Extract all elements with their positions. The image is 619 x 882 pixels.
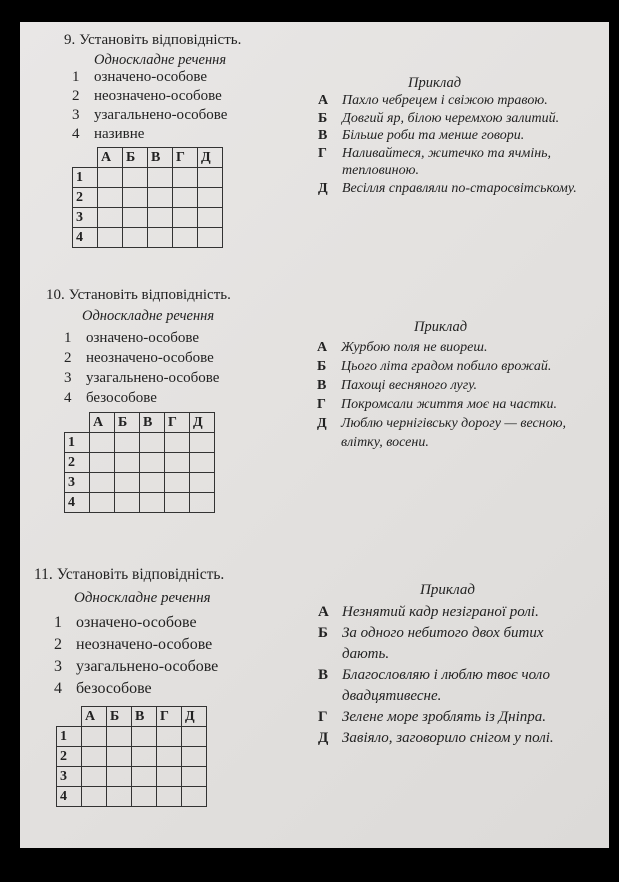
example-item: Г Покромсали життя моє на частки.: [317, 397, 557, 412]
answer-cell[interactable]: [148, 188, 173, 208]
answer-cell[interactable]: [173, 168, 198, 188]
answer-cell[interactable]: [107, 787, 132, 807]
type-item: 4 безособове: [54, 680, 152, 697]
answer-grid: [72, 147, 223, 248]
answer-cell[interactable]: [165, 493, 190, 513]
grid-col-header: Б: [115, 413, 140, 433]
answer-cell[interactable]: [157, 727, 182, 747]
grid-row-header: 3: [57, 767, 82, 787]
examples-list: [318, 92, 598, 197]
answer-cell[interactable]: [132, 727, 157, 747]
example-item: Г Зелене море зроблять із Дніпра.: [318, 709, 547, 725]
grid-col-header: Д: [190, 413, 215, 433]
type-item: 4 безособове: [64, 390, 157, 406]
answer-cell[interactable]: [98, 168, 123, 188]
answer-cell[interactable]: [198, 168, 223, 188]
type-item: 4 називне: [72, 126, 145, 142]
answer-cell[interactable]: [140, 453, 165, 473]
grid-row-header: 4: [73, 228, 98, 248]
answer-cell[interactable]: [98, 188, 123, 208]
type-item: 1 означено-особове: [54, 614, 197, 631]
answer-grid: [64, 412, 215, 513]
type-item: 2 неозначено-особове: [54, 636, 213, 653]
example-item: Д Весілля справляли по-старосвітському.: [318, 180, 577, 196]
answer-cell[interactable]: [123, 228, 148, 248]
example-item: Д Люблю чернігівську дорогу — весною, влітку, восени.: [317, 416, 566, 450]
type-item: 2 неозначено-особове: [64, 350, 214, 366]
answer-cell[interactable]: [98, 208, 123, 228]
answer-cell[interactable]: [190, 453, 215, 473]
answer-cell[interactable]: [157, 767, 182, 787]
grid-col-header: А: [82, 707, 107, 727]
examples-list: [318, 602, 590, 749]
answer-cell[interactable]: [182, 727, 207, 747]
grid-row-header: 2: [73, 188, 98, 208]
answer-cell[interactable]: [148, 228, 173, 248]
answer-cell[interactable]: [148, 168, 173, 188]
answer-cell[interactable]: [182, 767, 207, 787]
task-title: 9. Установіть відповідність.: [64, 32, 242, 48]
task-title: 10. Установіть відповідність.: [46, 287, 231, 303]
answer-cell[interactable]: [165, 433, 190, 453]
type-item: 1 означено-особове: [72, 69, 208, 85]
answer-cell[interactable]: [190, 433, 215, 453]
type-item: 3 узагальнено-особове: [72, 107, 228, 123]
grid-row-header: 4: [65, 493, 90, 513]
answer-cell[interactable]: [173, 228, 198, 248]
answer-cell[interactable]: [107, 747, 132, 767]
example-item: В Більше роби та менше говори.: [318, 128, 525, 143]
grid-row-header: 2: [57, 747, 82, 767]
grid-col-header: Г: [157, 707, 182, 727]
example-item: А Пахло чебрецем і свіжою травою.: [318, 93, 548, 108]
examples-list: [317, 338, 579, 452]
answer-cell[interactable]: [148, 208, 173, 228]
answer-cell[interactable]: [140, 473, 165, 493]
grid-col-header: В: [148, 148, 173, 168]
answer-cell[interactable]: [173, 188, 198, 208]
answer-cell[interactable]: [82, 747, 107, 767]
answer-cell[interactable]: [82, 727, 107, 747]
answer-cell[interactable]: [132, 747, 157, 767]
answer-cell[interactable]: [123, 208, 148, 228]
example-heading: Приклад: [414, 319, 468, 335]
grid-row-header: 1: [73, 168, 98, 188]
example-heading: Приклад: [420, 582, 475, 598]
example-item: Б За одного небитого двох битих дають.: [318, 625, 544, 662]
answer-grid: [56, 706, 207, 807]
answer-cell[interactable]: [123, 168, 148, 188]
answer-cell[interactable]: [115, 473, 140, 493]
grid-col-header: А: [98, 148, 123, 168]
answer-cell[interactable]: [115, 433, 140, 453]
example-item: А Незнятий кадр незіграної ролі.: [318, 604, 539, 620]
example-item: Д Завіяло, заговорило снігом у полі.: [318, 730, 554, 746]
answer-cell[interactable]: [140, 493, 165, 513]
answer-cell[interactable]: [90, 453, 115, 473]
grid-row-header: 2: [65, 453, 90, 473]
answer-cell[interactable]: [173, 208, 198, 228]
answer-cell[interactable]: [98, 228, 123, 248]
answer-cell[interactable]: [115, 453, 140, 473]
grid-col-header: Д: [182, 707, 207, 727]
answer-cell[interactable]: [90, 433, 115, 453]
grid-col-header: Г: [173, 148, 198, 168]
grid-col-header: Г: [165, 413, 190, 433]
example-heading: Приклад: [408, 75, 462, 91]
answer-cell[interactable]: [107, 767, 132, 787]
textbook-page: [20, 22, 609, 848]
answer-cell[interactable]: [157, 747, 182, 767]
grid-col-header: Б: [123, 148, 148, 168]
example-item: Г Наливайтеся, житечко та ячмінь, тепловиною.: [318, 145, 552, 178]
answer-cell[interactable]: [182, 747, 207, 767]
example-item: Б Довгий яр, білою черемхою залитий.: [318, 110, 560, 126]
answer-cell[interactable]: [115, 493, 140, 513]
example-item: В Благословляю і люблю твоє чоло двадцятивесне.: [318, 667, 550, 704]
sentence-types-list: [54, 612, 218, 700]
grid-col-header: В: [140, 413, 165, 433]
grid-row-header: 1: [65, 433, 90, 453]
answer-cell[interactable]: [132, 767, 157, 787]
answer-cell[interactable]: [132, 787, 157, 807]
grid-corner: [65, 413, 90, 433]
grid-col-header: Д: [198, 148, 223, 168]
task-subtitle: Односкладне речення: [82, 308, 215, 324]
type-item: 3 узагальнено-особове: [54, 658, 219, 675]
grid-row-header: 4: [57, 787, 82, 807]
grid-row-header: 1: [57, 727, 82, 747]
grid-corner: [57, 707, 82, 727]
answer-cell[interactable]: [107, 727, 132, 747]
answer-cell[interactable]: [123, 188, 148, 208]
answer-cell[interactable]: [140, 433, 165, 453]
answer-cell[interactable]: [198, 208, 223, 228]
task-title: 11. Установіть відповідність.: [34, 566, 225, 583]
grid-col-header: А: [90, 413, 115, 433]
answer-cell[interactable]: [198, 188, 223, 208]
grid-col-header: В: [132, 707, 157, 727]
type-item: 1 означено-особове: [64, 330, 200, 346]
answer-cell[interactable]: [198, 228, 223, 248]
answer-cell[interactable]: [165, 453, 190, 473]
task-subtitle: Односкладне речення: [74, 590, 211, 606]
grid-col-header: Б: [107, 707, 132, 727]
sentence-types-list: [64, 328, 219, 408]
answer-cell[interactable]: [190, 473, 215, 493]
example-item: В Пахощі весняного лугу.: [317, 378, 478, 393]
type-item: 2 неозначено-особове: [72, 88, 222, 104]
answer-cell[interactable]: [182, 787, 207, 807]
answer-cell[interactable]: [90, 493, 115, 513]
answer-cell[interactable]: [82, 767, 107, 787]
grid-row-header: 3: [65, 473, 90, 493]
grid-corner: [73, 148, 98, 168]
answer-cell[interactable]: [190, 493, 215, 513]
answer-cell[interactable]: [165, 473, 190, 493]
answer-cell[interactable]: [90, 473, 115, 493]
example-item: Б Цього літа градом побило врожай.: [317, 359, 552, 374]
grid-row-header: 3: [73, 208, 98, 228]
sentence-types-list: [72, 68, 227, 144]
answer-cell[interactable]: [157, 787, 182, 807]
type-item: 3 узагальнено-особове: [64, 370, 220, 386]
example-item: А Журбою поля не виореш.: [317, 340, 488, 355]
answer-cell[interactable]: [82, 787, 107, 807]
task-subtitle: Односкладне речення: [94, 52, 227, 68]
